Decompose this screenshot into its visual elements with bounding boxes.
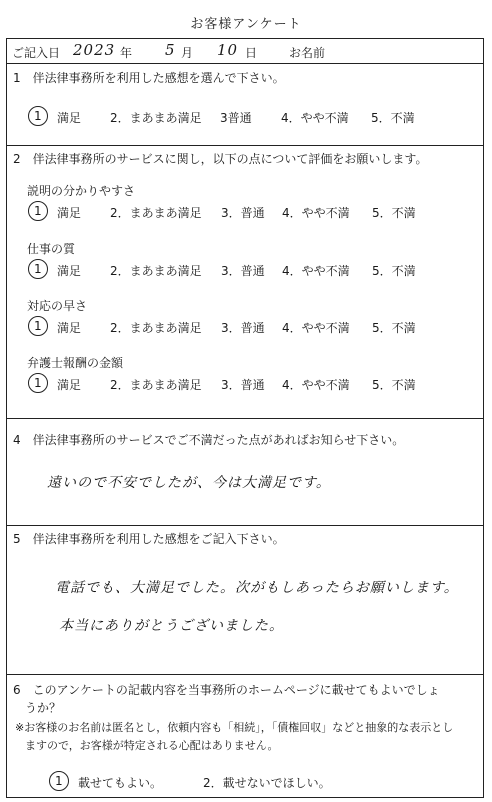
option-1[interactable]: 1 [34,262,42,276]
survey-form [6,38,484,798]
question-4-answer[interactable]: 遠いので不安でしたが、今は大満足です。 [47,475,331,491]
question-6-text-line-2: うか？ [25,701,62,715]
option-1[interactable]: 1 [34,319,42,333]
option-1-label: 満足 [57,111,82,125]
question-4-section [7,419,483,526]
question-2-section [7,146,483,419]
option-3[interactable]: 3．普通 [221,206,265,220]
question-5-answer-line-2[interactable]: 本当にありがとうございました。 [59,618,284,634]
question-6-text-line-1: 6 このアンケートの記載内容を当事務所のホームページに載せてもよいでしょ [13,683,440,697]
option-2[interactable]: 2．まあまあ満足 [110,264,202,278]
year-label: 年 [120,46,133,60]
option-1[interactable]: 1 [34,204,42,218]
option-3[interactable]: 3．普通 [221,378,265,392]
question-5-text: 5 伴法律事務所を利用した感想をご記入下さい。 [13,532,285,546]
option-1-label: 満足 [57,206,82,220]
question-1-text: 1 伴法律事務所を利用した感想を選んで下さい。 [13,71,285,85]
question-4-text: 4 伴法律事務所のサービスでご不満だった点があればお知らせ下さい。 [13,433,405,447]
option-3[interactable]: 3．普通 [221,264,265,278]
option-1[interactable]: 1 [34,109,42,123]
selected-circle [28,316,48,336]
year-value[interactable]: 2023 [73,41,116,59]
selected-circle [28,201,48,221]
name-label: お名前 [289,46,326,60]
option-1[interactable]: 1 [34,376,42,390]
question-1-section [7,64,483,146]
day-value[interactable]: 10 [217,41,239,59]
question-2-text: 2 伴法律事務所のサービスに関し，以下の点について評価をお願いします。 [13,152,428,166]
option-4[interactable]: 4．やや不満 [282,378,350,392]
option-1-label: 載せてもよい。 [78,776,163,790]
day-label: 日 [245,46,258,60]
selected-circle [28,106,48,126]
item-speed-label: 対応の早さ [27,299,88,313]
option-2[interactable]: 2．まあまあ満足 [110,378,202,392]
option-3[interactable]: 3普通 [220,111,252,125]
selected-circle [49,771,69,791]
option-1[interactable]: 1 [55,774,63,788]
month-value[interactable]: 5 [165,41,176,59]
option-2[interactable]: 2．まあまあ満足 [110,206,202,220]
option-4[interactable]: 4．やや不満 [281,111,349,125]
option-2[interactable]: 2．まあまあ満足 [110,321,202,335]
header-row [7,39,483,64]
question-6-section [7,675,483,799]
option-5[interactable]: 5．不満 [372,321,416,335]
month-label: 月 [181,46,194,60]
option-5[interactable]: 5．不満 [371,111,415,125]
option-5[interactable]: 5．不満 [372,378,416,392]
question-6-note-line-1: ※お客様のお名前は匿名とし，依頼内容も「相続」，「債権回収」などと抽象的な表示とし [15,721,454,734]
survey-title: お客様アンケート [190,17,302,32]
option-5[interactable]: 5．不満 [372,264,416,278]
item-quality-label: 仕事の質 [27,242,76,256]
option-4[interactable]: 4．やや不満 [282,321,350,335]
item-clarity-label: 説明の分かりやすさ [27,184,136,198]
option-2[interactable]: 2．まあまあ満足 [110,111,202,125]
option-1-label: 満足 [57,378,82,392]
option-4[interactable]: 4．やや不満 [282,206,350,220]
question-5-answer-line-1[interactable]: 電話でも、大満足でした。次がもしあったらお願いします。 [55,580,459,596]
option-2[interactable]: 2．載せないでほしい。 [203,776,331,790]
option-1-label: 満足 [57,264,82,278]
option-1-label: 満足 [57,321,82,335]
question-6-note-line-2: ますので，お客様が特定される心配はありません。 [25,739,279,752]
selected-circle [28,373,48,393]
question-5-section [7,526,483,675]
option-3[interactable]: 3．普通 [221,321,265,335]
selected-circle [28,259,48,279]
option-5[interactable]: 5．不満 [372,206,416,220]
option-4[interactable]: 4．やや不満 [282,264,350,278]
item-fee-label: 弁護士報酬の金額 [27,356,124,370]
date-label: ご記入日 [12,46,61,60]
